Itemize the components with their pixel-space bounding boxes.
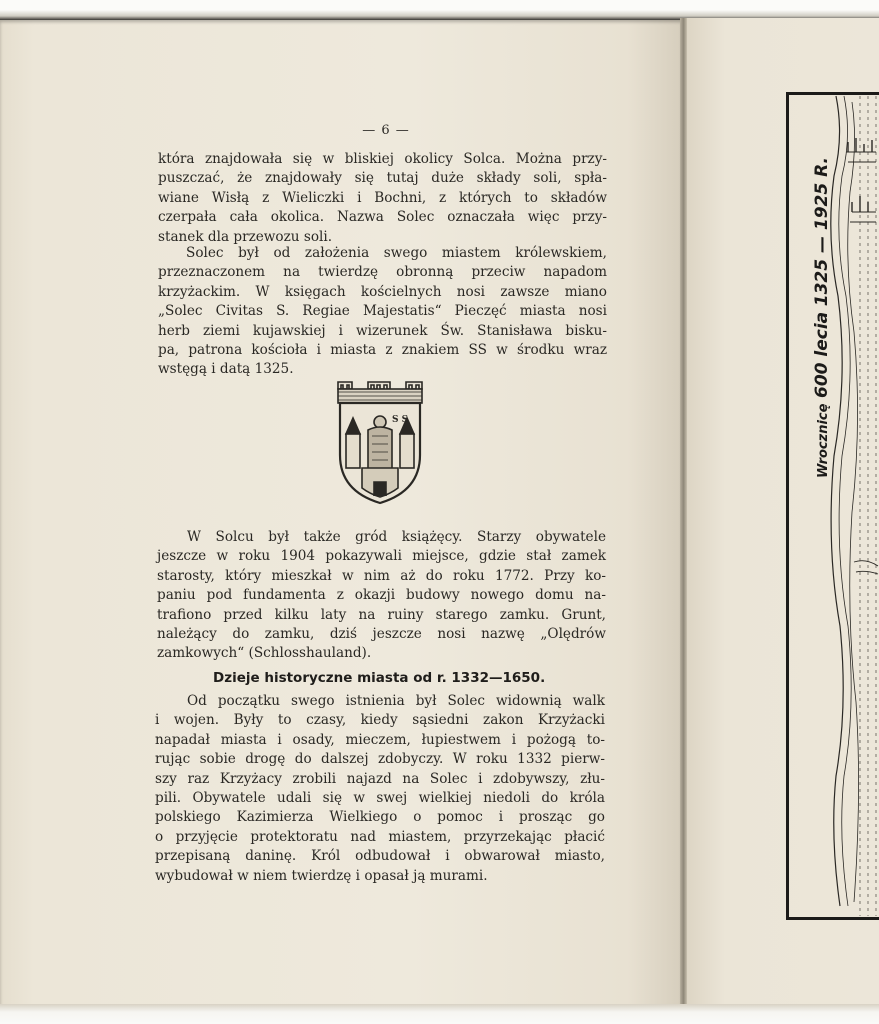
caption-years: 1325 — 1925 R. xyxy=(812,157,832,307)
text-line: rując sobie drogę do dalszej zdobyczy. W roku 1332 pierw- xyxy=(155,751,605,768)
text-line: wstęgą i datą 1325. xyxy=(158,361,294,378)
text-line: Od początku swego istnienia był Solec widownią walk xyxy=(187,693,605,709)
section-heading: Dzieje historyczne miasta od r. 1332—1650. xyxy=(213,670,546,686)
text-line: wybudował w niem twierdzę i opasał ją murami. xyxy=(155,867,488,884)
text-line: o przyjęcie protektoratu nad miastem, przyrzekając płacić xyxy=(155,828,605,845)
text-line: starosty, który mieszkał w nim aż do roku 1772. Przy ko- xyxy=(157,567,606,584)
coat-of-arms-icon xyxy=(334,378,426,508)
text-line: trafiono przed kilku laty na ruiny starego zamku. Grunt, xyxy=(157,606,606,623)
paragraph-salt-trade xyxy=(158,150,607,247)
text-line: przeznaczonem na twierdzę obronną przeciw napadom xyxy=(158,264,607,281)
text-line: i wojen. Były to czasy, kiedy sąsiedni zakon Krzyżacki xyxy=(155,712,605,729)
text-line: pa, patrona kościoła i miasta z znakiem SS w środku wraz xyxy=(158,342,607,359)
text-line: polskiego Kazimierza Wielkiego o pomoc i prosząc go xyxy=(155,809,605,826)
text-line: „Solec Civitas S. Regiae Majestatis“ Pieczęć miasta nosi xyxy=(158,303,607,320)
text-line: szy raz Krzyżacy zrobili najazd na Solec i zdobywszy, złu- xyxy=(155,770,605,787)
book-gutter xyxy=(680,18,687,1006)
caption-word2: 600 lecia xyxy=(812,311,832,398)
caption-word1: Wrocznicę xyxy=(816,403,831,478)
text-line: czerpała cała okolica. Nazwa Solec oznaczała więc przy- xyxy=(158,209,607,226)
text-line: paniu pod fundamenta z okazji budowy nowego domu na- xyxy=(157,587,606,604)
paragraph-royal-town xyxy=(158,244,607,380)
paragraph-castle xyxy=(157,528,606,664)
text-line: krzyżackim. W księgach kościelnych nosi zawsze miano xyxy=(158,283,607,300)
paragraph-history xyxy=(155,692,605,886)
text-line: stanek dla przewozu soli. xyxy=(158,228,333,245)
text-line: napadał miasta i osady, mieczem, łupiestwem i pożogą to- xyxy=(155,731,605,748)
text-line: która znajdowała się w bliskiej okolicy Solca. Można przy- xyxy=(158,151,607,167)
page-number: — 6 — xyxy=(362,123,410,138)
framed-illustration xyxy=(786,92,879,920)
text-line: wiane Wisłą z Wieliczki i Bochni, z których to składów xyxy=(158,189,607,206)
scan-bottom-edge xyxy=(0,1004,879,1024)
vertical-caption xyxy=(812,157,832,478)
text-line: Solec był od założenia swego miastem królewskiem, xyxy=(186,245,607,261)
text-line: herb ziemi kujawskiej i wizerunek Św. Stanisława bisku- xyxy=(158,322,607,339)
text-line: pili. Obywatele udali się w swej wielkiej niedoli do króla xyxy=(155,790,605,807)
text-line: zamkowych“ (Schlosshauland). xyxy=(157,645,372,662)
text-line: jeszcze w roku 1904 pokazywali miejsce, gdzie stał zamek xyxy=(157,548,606,565)
text-line: należący do zamku, dziś jeszcze nosi nazwę „Olędrów xyxy=(157,626,606,643)
text-line: W Solcu był także gród książęcy. Starzy obywatele xyxy=(187,529,606,545)
coat-letters: S S xyxy=(392,415,409,425)
text-line: przepisaną daninę. Król odbudował i obwarował miasto, xyxy=(155,848,605,865)
text-line: puszczać, że znajdowały się tutaj duże składy soli, spła- xyxy=(158,170,607,187)
